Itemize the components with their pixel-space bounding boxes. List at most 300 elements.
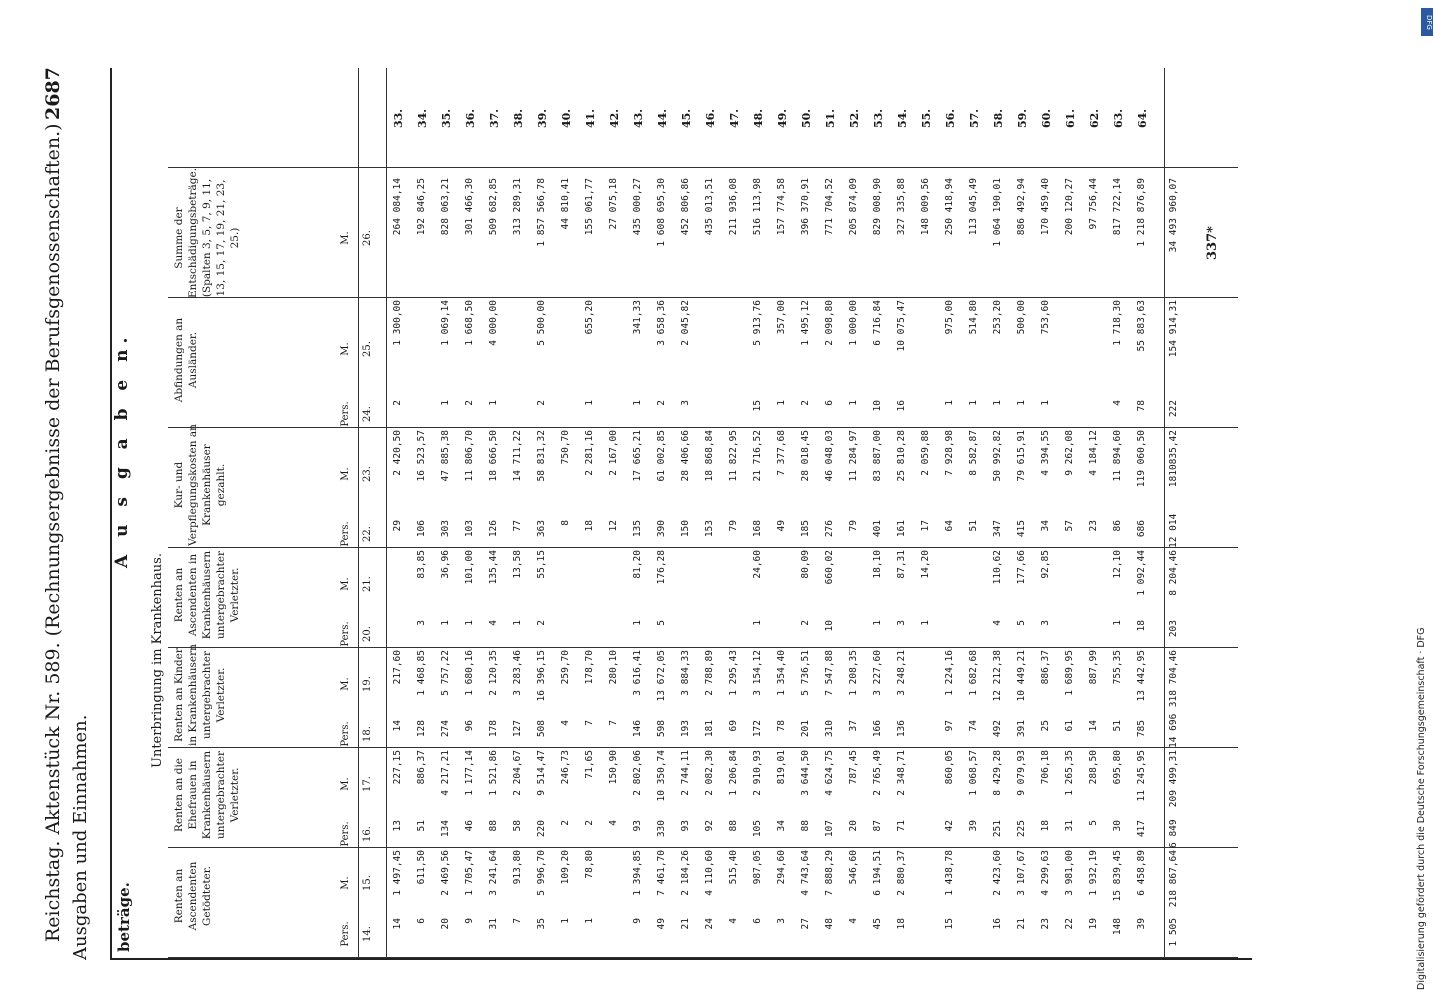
column-unit: M. <box>340 677 351 691</box>
table-cell: 170 459,40 <box>1040 178 1051 236</box>
table-cell: 24,60 <box>752 550 763 579</box>
table-cell: 3 <box>1040 620 1051 626</box>
table-cell: 61 002,85 <box>656 430 667 482</box>
table-cell: 3 154,12 <box>752 650 763 696</box>
table-cell: 2 <box>656 400 667 406</box>
table-cell: 127 <box>512 720 523 738</box>
table-cell: 4 <box>848 918 859 924</box>
row-number: 57. <box>968 108 981 128</box>
table-cell: 134 <box>440 820 451 838</box>
table-cell: 1 <box>1112 620 1123 626</box>
table-cell: 9 514,47 <box>536 750 547 796</box>
table-cell: 1 718,30 <box>1112 300 1123 346</box>
table-row <box>800 68 816 958</box>
table-cell: 6 <box>752 918 763 924</box>
table-row <box>1088 68 1104 958</box>
table-cell: 1 354,40 <box>776 650 787 696</box>
column-header: Renten an Kinder in Krankenhäusern untergebrachter Verletzter. <box>173 644 227 746</box>
table-cell: 93 <box>632 820 643 832</box>
table-cell: 4 <box>560 720 571 726</box>
table-row <box>824 68 840 958</box>
table-cell: 886,37 <box>1040 650 1051 685</box>
table-cell: 253,20 <box>992 300 1003 335</box>
table-cell: 2 880,37 <box>896 850 907 896</box>
table-cell: 1 <box>440 400 451 406</box>
table-row <box>1064 68 1080 958</box>
table-cell: 31 <box>1064 820 1075 832</box>
table-cell: 83,85 <box>416 550 427 579</box>
table-cell: 2 348,71 <box>896 750 907 796</box>
table-cell: 7 <box>608 720 619 726</box>
table-cell: 1 <box>920 620 931 626</box>
table-cell: 23 <box>1040 918 1051 930</box>
column-number: 22. <box>362 526 373 542</box>
table-cell: 39 <box>968 820 979 832</box>
header-rule <box>358 68 359 958</box>
row-number: 52. <box>848 108 861 128</box>
table-cell: 2 167,00 <box>608 430 619 476</box>
table-cell: 3 981,00 <box>1064 850 1075 896</box>
table-cell: 21 716,52 <box>752 430 763 482</box>
totals-rule <box>1164 68 1165 958</box>
table-cell: 280,10 <box>608 650 619 685</box>
row-number: 55. <box>920 108 933 128</box>
table-cell: 1 608 695,30 <box>656 178 667 247</box>
table-cell: 2 788,89 <box>704 650 715 696</box>
table-cell: 18 666,50 <box>488 430 499 482</box>
page-number: 2687 <box>42 67 64 120</box>
footer-mark: 337* <box>1205 226 1220 260</box>
table-cell: 17 <box>920 520 931 532</box>
table-cell: 16 <box>896 400 907 412</box>
table-cell: 1 468,85 <box>416 650 427 696</box>
table-cell: 1 <box>776 400 787 406</box>
row-number: 54. <box>896 108 909 128</box>
table-cell: 327 335,88 <box>896 178 907 236</box>
table-cell: 4 <box>992 620 1003 626</box>
table-cell: 16 523,57 <box>416 430 427 482</box>
table-cell: 185 <box>800 520 811 538</box>
table-row <box>776 68 792 958</box>
table-cell: 193 <box>680 720 691 738</box>
column-unit: M. <box>340 467 351 481</box>
table-cell: 1 224,16 <box>944 650 955 696</box>
table-row <box>872 68 888 958</box>
table-cell: 42 <box>944 820 955 832</box>
table-cell: 44 810,41 <box>560 178 571 230</box>
total-cell: 222 <box>1168 400 1179 418</box>
row-number: 38. <box>512 108 525 128</box>
table-cell: 2 <box>392 400 403 406</box>
table-cell: 987,05 <box>752 850 763 885</box>
table-cell: 417 <box>1136 820 1147 838</box>
table-cell: 4 394,55 <box>1040 430 1051 476</box>
table-cell: 13 <box>392 820 403 832</box>
table-cell: 27 075,18 <box>608 178 619 230</box>
table-cell: 2 420,50 <box>392 430 403 476</box>
table-cell: 79 615,91 <box>1016 430 1027 482</box>
table-cell: 274 <box>440 720 451 738</box>
column-header: Renten an Ascendenten in Krankenhäusern untergebrachter Verletzter. <box>173 550 241 640</box>
column-number: 14. <box>362 926 373 942</box>
table-cell: 1 932,19 <box>1088 850 1099 896</box>
table-cell: 21 <box>680 918 691 930</box>
table-cell: 106 <box>416 520 427 538</box>
table-cell: 860,05 <box>944 750 955 785</box>
row-number: 51. <box>824 108 837 128</box>
table-cell: 227,15 <box>392 750 403 785</box>
column-number: 19. <box>362 676 373 692</box>
table-cell: 71,65 <box>584 750 595 779</box>
table-cell: 20 <box>440 918 451 930</box>
table-cell: 294,60 <box>776 850 787 885</box>
table-cell: 2 469,56 <box>440 850 451 896</box>
table-cell: 259,70 <box>560 650 571 685</box>
table-cell: 1 668,50 <box>464 300 475 346</box>
table-cell: 107 <box>824 820 835 838</box>
table-cell: 14 711,22 <box>512 430 523 482</box>
table-cell: 1 <box>1016 400 1027 406</box>
table-cell: 1 <box>512 620 523 626</box>
table-cell: 5 913,76 <box>752 300 763 346</box>
table-cell: 500,00 <box>1016 300 1027 335</box>
table-cell: 750,70 <box>560 430 571 465</box>
table-cell: 79 <box>848 520 859 532</box>
table-row <box>992 68 1008 958</box>
rotated-page-area <box>40 60 1260 960</box>
table-cell: 1 068,57 <box>968 750 979 796</box>
total-cell: 14 696 <box>1168 713 1179 748</box>
table-cell: 92 <box>704 820 715 832</box>
table-cell: 200 120,27 <box>1064 178 1075 236</box>
table-cell: 3 644,50 <box>800 750 811 796</box>
table-cell: 4 624,75 <box>824 750 835 796</box>
table-cell: 61 <box>1064 720 1075 732</box>
table-cell: 5 996,70 <box>536 850 547 896</box>
table-row <box>560 68 576 958</box>
table-cell: 9 <box>632 918 643 924</box>
total-cell: 1810835,42 <box>1168 430 1179 488</box>
table-cell: 5 736,51 <box>800 650 811 696</box>
total-cell: 209 499,31 <box>1168 750 1179 808</box>
table-cell: 13 442,95 <box>1136 650 1147 702</box>
table-cell: 11 894,60 <box>1112 430 1123 482</box>
column-number: 15. <box>362 875 373 891</box>
table-page <box>40 60 1260 960</box>
total-cell: 6 849 <box>1168 819 1179 848</box>
row-number: 53. <box>872 108 885 128</box>
table-cell: 250 418,94 <box>944 178 955 236</box>
total-cell: 154 914,31 <box>1168 300 1179 358</box>
row-number: 62. <box>1088 108 1101 128</box>
column-header: Kur- und Verpflegungskosten an Krankenhäuser gezahlt. <box>173 424 227 546</box>
table-cell: 220 <box>536 820 547 838</box>
table-cell: 4 <box>488 620 499 626</box>
table-cell: 1 <box>464 620 475 626</box>
table-cell: 92,85 <box>1040 550 1051 579</box>
table-cell: 4 <box>608 820 619 826</box>
table-cell: 12 <box>608 520 619 532</box>
table-cell: 71 <box>896 820 907 832</box>
table-cell: 10 <box>824 620 835 632</box>
table-cell: 88 <box>728 820 739 832</box>
table-cell: 3 <box>776 918 787 924</box>
table-cell: 4 110,60 <box>704 850 715 896</box>
row-number: 41. <box>584 108 597 128</box>
table-cell: 1 682,68 <box>968 650 979 696</box>
ausgaben-title: A u s g a b e n. <box>112 331 132 568</box>
column-number: 16. <box>362 826 373 842</box>
table-row <box>512 68 528 958</box>
table-cell: 136 <box>896 720 907 738</box>
table-cell: 1 <box>632 400 643 406</box>
table-cell: 11 822,95 <box>728 430 739 482</box>
table-row <box>704 68 720 958</box>
table-cell: 18 868,84 <box>704 430 715 482</box>
row-number: 42. <box>608 108 621 128</box>
table-cell: 1 <box>632 620 643 626</box>
table-cell: 5 757,22 <box>440 650 451 696</box>
column-number: 23. <box>362 466 373 482</box>
table-cell: 886,37 <box>416 750 427 785</box>
table-cell: 101,00 <box>464 550 475 585</box>
table-cell: 97 756,44 <box>1088 178 1099 230</box>
table-cell: 3 241,64 <box>488 850 499 896</box>
table-cell: 22 <box>1064 918 1075 930</box>
table-cell: 975,00 <box>944 300 955 335</box>
table-cell: 78 <box>776 720 787 732</box>
table-cell: 135,44 <box>488 550 499 585</box>
table-row <box>728 68 744 958</box>
table-cell: 166 <box>872 720 883 738</box>
table-row <box>392 68 408 958</box>
table-cell: 37 <box>848 720 859 732</box>
column-number: 26. <box>362 230 373 246</box>
table-cell: 4 743,64 <box>800 850 811 896</box>
column-unit: Pers. <box>340 821 351 847</box>
header-rule <box>386 68 387 958</box>
column-unit: M. <box>340 876 351 890</box>
table-cell: 18 <box>1136 620 1147 632</box>
table-cell: 7 <box>584 720 595 726</box>
table-cell: 706,18 <box>1040 750 1051 785</box>
table-cell: 6 716,84 <box>872 300 883 346</box>
table-cell: 2 744,11 <box>680 750 691 796</box>
table-cell: 785 <box>1136 720 1147 738</box>
table-cell: 787,45 <box>848 750 859 785</box>
column-unit: M. <box>340 777 351 791</box>
table-cell: 97 <box>944 720 955 732</box>
table-cell: 47 885,38 <box>440 430 451 482</box>
table-cell: 148 009,56 <box>920 178 931 236</box>
table-row <box>1040 68 1056 958</box>
table-cell: 31 <box>488 918 499 930</box>
table-cell: 246,73 <box>560 750 571 785</box>
row-number: 37. <box>488 108 501 128</box>
table-cell: 34 <box>1040 520 1051 532</box>
table-cell: 5 <box>1088 820 1099 826</box>
table-cell: 16 <box>992 918 1003 930</box>
table-cell: 15 <box>944 918 955 930</box>
table-cell: 660,02 <box>824 550 835 585</box>
left-label: beträge. <box>115 882 133 952</box>
table-cell: 64 <box>944 520 955 532</box>
table-cell: 1 <box>440 620 451 626</box>
table-cell: 2 <box>464 400 475 406</box>
table-row <box>416 68 432 958</box>
table-cell: 2 <box>536 620 547 626</box>
table-cell: 396 370,91 <box>800 178 811 236</box>
totals-row <box>1168 68 1184 958</box>
table-cell: 29 <box>392 520 403 532</box>
row-number: 43. <box>632 108 645 128</box>
table-cell: 1 <box>848 400 859 406</box>
column-number: 25. <box>362 341 373 357</box>
table-cell: 34 <box>776 820 787 832</box>
table-cell: 2 059,88 <box>920 430 931 476</box>
table-cell: 886 492,94 <box>1016 178 1027 236</box>
table-cell: 192 846,25 <box>416 178 427 236</box>
row-number: 61. <box>1064 108 1077 128</box>
table-cell: 829 008,90 <box>872 178 883 236</box>
table-cell: 7 <box>512 918 523 924</box>
table-cell: 2 082,30 <box>704 750 715 796</box>
table-cell: 103 <box>464 520 475 538</box>
table-cell: 157 774,58 <box>776 178 787 236</box>
table-section-header <box>112 68 136 958</box>
table-cell: 211 936,08 <box>728 178 739 236</box>
table-cell: 3 <box>680 400 691 406</box>
table-cell: 30 <box>1112 820 1123 832</box>
table-cell: 172 <box>752 720 763 738</box>
table-cell: 401 <box>872 520 883 538</box>
table-cell: 83 887,00 <box>872 430 883 482</box>
table-cell: 1 265,35 <box>1064 750 1075 796</box>
table-cell: 4 217,21 <box>440 750 451 796</box>
table-cell: 7 377,68 <box>776 430 787 476</box>
column-number: 17. <box>362 776 373 792</box>
dfg-logo: DFG <box>1421 8 1433 36</box>
column-unit: Pers. <box>340 521 351 547</box>
table-cell: 13,58 <box>512 550 523 579</box>
table-cell: 1 208,35 <box>848 650 859 696</box>
table-row <box>440 68 456 958</box>
table-cell: 2 <box>800 400 811 406</box>
table-cell: 49 <box>776 520 787 532</box>
table-cell: 1 218 876,89 <box>1136 178 1147 247</box>
table-cell: 390 <box>656 520 667 538</box>
digitization-note <box>1416 0 1434 1000</box>
table-cell: 4 <box>1112 400 1123 406</box>
table-cell: 1 000,00 <box>848 300 859 346</box>
statistics-table <box>110 68 1252 960</box>
table-cell: 1 438,78 <box>944 850 955 896</box>
table-cell: 2 204,67 <box>512 750 523 796</box>
table-cell: 913,80 <box>512 850 523 885</box>
row-number: 58. <box>992 108 1005 128</box>
table-row <box>944 68 960 958</box>
table-cell: 1 497,45 <box>392 850 403 896</box>
row-number: 56. <box>944 108 957 128</box>
row-number: 49. <box>776 108 789 128</box>
table-cell: 176,28 <box>656 550 667 585</box>
table-cell: 58 <box>512 820 523 832</box>
table-cell: 11 284,97 <box>848 430 859 482</box>
table-cell: 330 <box>656 820 667 838</box>
table-cell: 55,15 <box>536 550 547 579</box>
row-number: 63. <box>1112 108 1125 128</box>
table-row <box>536 68 552 958</box>
table-cell: 1 206,84 <box>728 750 739 796</box>
column-number: 24. <box>362 406 373 422</box>
table-cell: 515,40 <box>728 850 739 885</box>
table-cell: 1 <box>560 918 571 924</box>
table-cell: 2 423,60 <box>992 850 1003 896</box>
row-number: 46. <box>704 108 717 128</box>
row-number: 40. <box>560 108 573 128</box>
table-row <box>896 68 912 958</box>
table-cell: 251 <box>992 820 1003 838</box>
row-number: 60. <box>1040 108 1053 128</box>
total-cell: 203 <box>1168 620 1179 638</box>
table-cell: 7 888,29 <box>824 850 835 896</box>
table-cell: 686 <box>1136 520 1147 538</box>
table-cell: 9 079,93 <box>1016 750 1027 796</box>
column-unit: Pers. <box>340 401 351 427</box>
table-row <box>968 68 984 958</box>
table-cell: 81,20 <box>632 550 643 579</box>
table-cell: 1 <box>584 918 595 924</box>
column-unit: Pers. <box>340 621 351 647</box>
table-cell: 2 802,06 <box>632 750 643 796</box>
column-number: 18. <box>362 726 373 742</box>
row-number: 34. <box>416 108 429 128</box>
table-cell: 6 458,89 <box>1136 850 1147 896</box>
table-row <box>1136 68 1152 958</box>
table-cell: 301 466,30 <box>464 178 475 236</box>
column-unit: Pers. <box>340 921 351 947</box>
table-cell: 2 910,93 <box>752 750 763 796</box>
table-cell: 155 061,77 <box>584 178 595 236</box>
table-cell: 225 <box>1016 820 1027 838</box>
table-cell: 14 <box>392 918 403 930</box>
table-cell: 35 <box>536 918 547 930</box>
table-cell: 25 810,28 <box>896 430 907 482</box>
table-cell: 514,80 <box>968 300 979 335</box>
table-cell: 1 <box>968 400 979 406</box>
row-number: 64. <box>1136 108 1149 128</box>
table-cell: 288,50 <box>1088 750 1099 785</box>
table-cell: 78 <box>1136 400 1147 412</box>
row-number: 39. <box>536 108 549 128</box>
total-cell: 8 204,46 <box>1168 550 1179 596</box>
table-cell: 3 283,46 <box>512 650 523 696</box>
column-unit: M. <box>340 342 351 356</box>
table-cell: 4 184,12 <box>1088 430 1099 476</box>
table-cell: 20 <box>848 820 859 832</box>
table-cell: 161 <box>896 520 907 538</box>
table-row <box>1016 68 1032 958</box>
table-cell: 88 <box>800 820 811 832</box>
table-cell: 148 <box>1112 918 1123 936</box>
total-cell: 218 867,64 <box>1168 850 1179 908</box>
table-cell: 135 <box>632 520 643 538</box>
page-header <box>42 60 66 960</box>
table-cell: 1 069,14 <box>440 300 451 346</box>
table-cell: 415 <box>1016 520 1027 538</box>
table-cell: 303 <box>440 520 451 538</box>
table-cell: 205 874,09 <box>848 178 859 236</box>
